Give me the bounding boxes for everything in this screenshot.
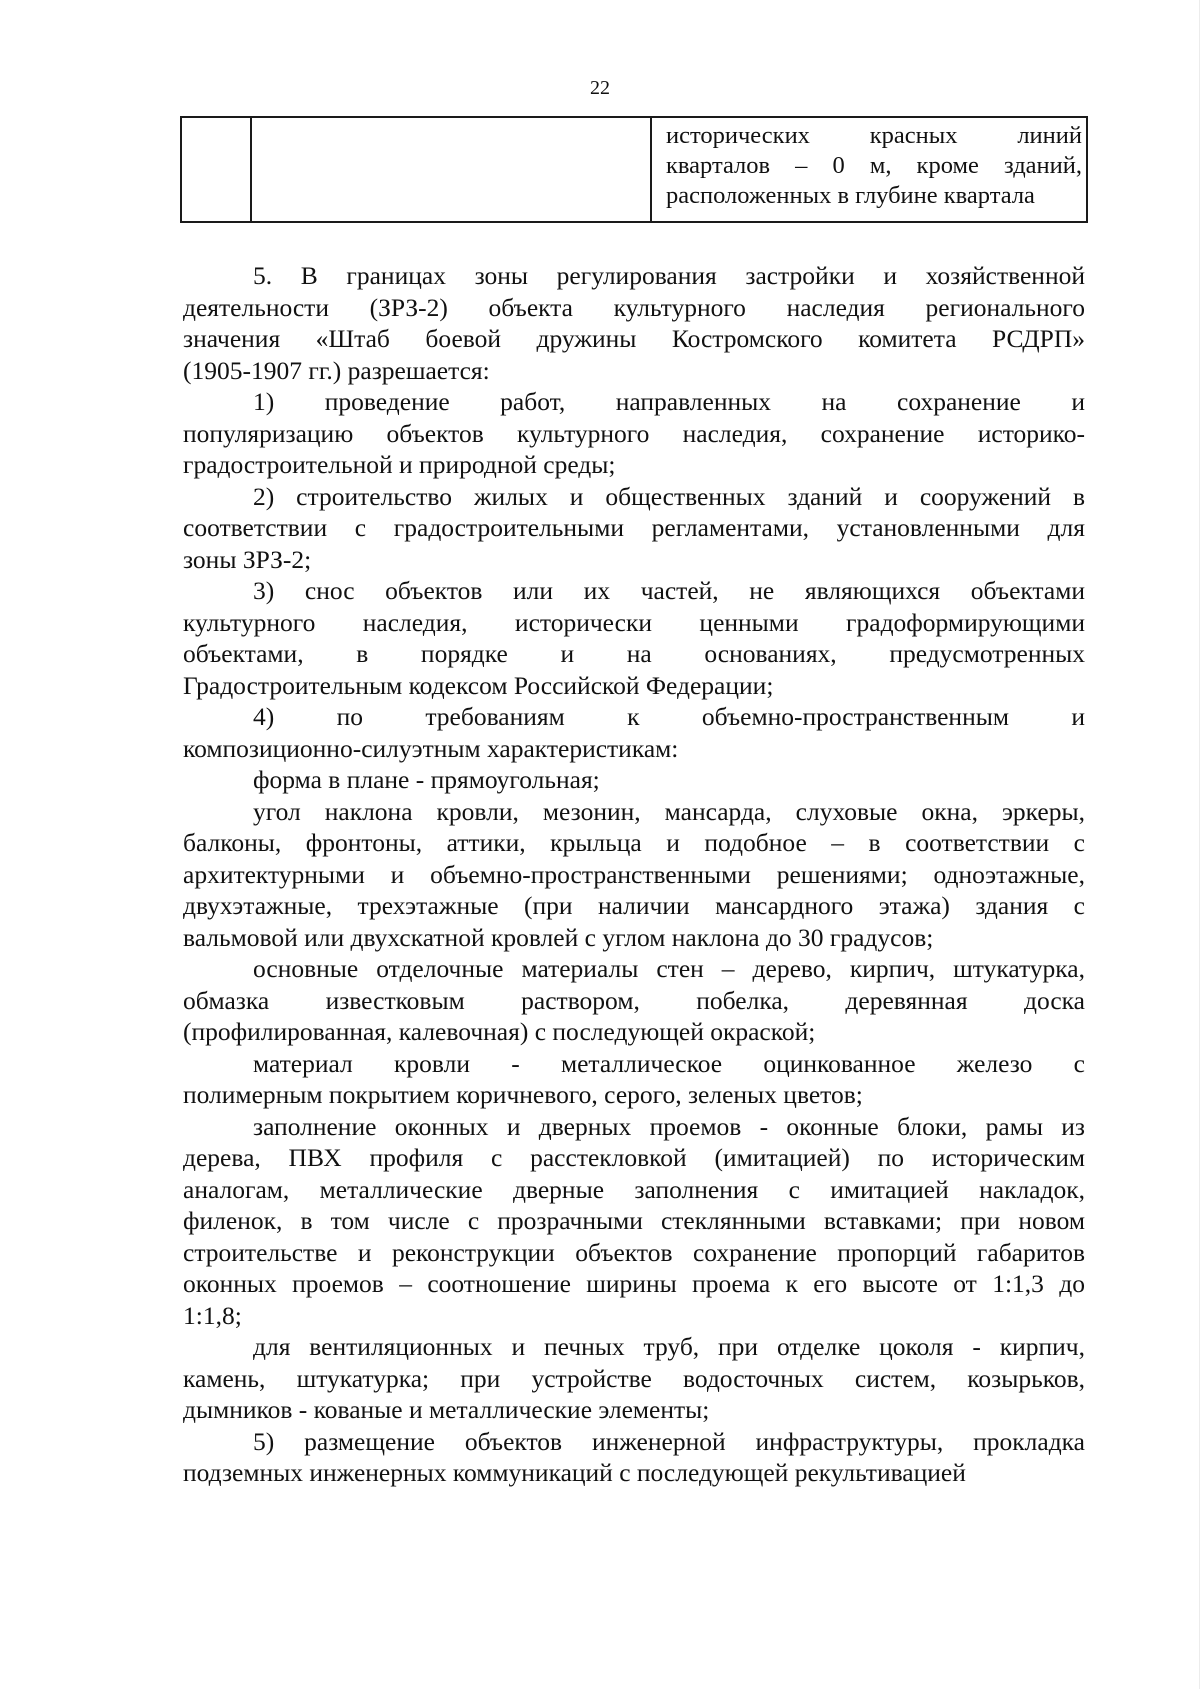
paragraph-line: дерева, ПВХ профиля с расстекловкой (имитацией) по историческим	[183, 1143, 1085, 1172]
paragraph-line: популяризацию объектов культурного наследия, сохранение историко-	[183, 418, 1085, 448]
paragraph-line: филенок, в том числе с прозрачными стеклянными вставками; при новом	[183, 1206, 1085, 1235]
table-cell-requirements	[651, 117, 1087, 222]
paragraph-line: угол наклона кровли, мезонин, мансарда, слуховые окна, эркеры,	[253, 796, 1085, 826]
paragraph	[183, 1331, 1085, 1426]
paragraph-line: аналогам, металлические дверные заполнения с имитацией накладок,	[183, 1174, 1085, 1204]
paragraph-line: основные отделочные материалы стен – дерево, кирпич, штукатурка,	[253, 954, 1085, 983]
paragraph-line: вальмовой или двухскатной кровлей с углом наклона до 30 градусов;	[183, 922, 934, 952]
table-row	[181, 117, 1087, 222]
body-text	[183, 260, 1085, 1489]
paragraph-line: форма в плане - прямоугольная;	[253, 765, 600, 794]
paragraph	[183, 1048, 1085, 1111]
paragraph-line: для вентиляционных и печных труб, при отделке цоколя - кирпич,	[253, 1332, 1085, 1361]
paragraph	[183, 386, 1085, 481]
paragraph-line: культурного наследия, исторически ценными градоформирующими	[183, 607, 1085, 637]
table-cell-line: исторических красных линий	[666, 122, 1082, 149]
paragraph-line: 2) строительство жилых и общественных зданий и сооружений в	[253, 481, 1085, 511]
table-cell-name	[251, 117, 651, 222]
paragraph-line: двухэтажные, трехэтажные (при наличии мансардного этажа) здания с	[183, 891, 1085, 920]
paragraph-line: 1:1,8;	[183, 1300, 242, 1330]
paragraph	[183, 701, 1085, 764]
paragraph-line: подземных инженерных коммуникаций с последующей рекультивацией	[183, 1458, 966, 1487]
paragraph-line: композиционно-силуэтным характеристикам:	[183, 733, 679, 763]
paragraph-line: 1) проведение работ, направленных на сохранение и	[253, 387, 1085, 416]
paragraph	[183, 796, 1085, 954]
paragraph	[183, 764, 1085, 796]
paragraph-line: полимерным покрытием коричневого, серого, зеленых цветов;	[183, 1080, 863, 1109]
paragraph	[183, 1111, 1085, 1332]
page-number: 22	[590, 77, 610, 99]
paragraph-line: градостроительной и природной среды;	[183, 450, 616, 479]
paragraph	[183, 575, 1085, 701]
table-cell-line: расположенных в глубине квартала	[666, 182, 1035, 209]
paragraph-line: строительстве и реконструкции объектов сохранение пропорций габаритов	[183, 1237, 1085, 1267]
paragraph-line: камень, штукатурка; при устройстве водосточных систем, козырьков,	[183, 1363, 1085, 1393]
paragraph-line: дымников - кованые и металлические элементы;	[183, 1395, 710, 1424]
paragraph-line: архитектурными и объемно-пространственными решениями; одноэтажные,	[183, 859, 1085, 889]
paragraph-line: Градостроительным кодексом Российской Федерации;	[183, 670, 774, 700]
table-cell-number	[181, 117, 251, 222]
paragraph-line: соответствии с градостроительными регламентами, установленными для	[183, 513, 1085, 542]
paragraph-line: оконных проемов – соотношение ширины проема к его высоте от 1:1,3 до	[183, 1269, 1085, 1298]
paragraph	[183, 953, 1085, 1048]
continuation-table	[180, 116, 1088, 223]
paragraph-line: 5) размещение объектов инженерной инфраструктуры, прокладка	[253, 1426, 1085, 1456]
paragraph-line: 5. В границах зоны регулирования застройки и хозяйственной	[253, 261, 1085, 290]
paragraph-line: деятельности (ЗРЗ-2) объекта культурного наследия регионального	[183, 292, 1085, 322]
paragraph	[183, 481, 1085, 576]
paragraph-line: (профилированная, калевочная) с последующей окраской;	[183, 1017, 816, 1046]
paragraph-line: зоны ЗРЗ-2;	[183, 544, 312, 574]
paragraph-line: объектами, в порядке и на основаниях, предусмотренных	[183, 639, 1085, 668]
paragraph-line: 4) по требованиям к объемно-пространственным и	[253, 702, 1085, 731]
paragraph	[183, 260, 1085, 386]
paragraph-line: 3) снос объектов или их частей, не являющихся объектами	[253, 576, 1085, 605]
paragraph-line: (1905-1907 гг.) разрешается:	[183, 355, 490, 385]
paragraph-line: заполнение оконных и дверных проемов - оконные блоки, рамы из	[253, 1111, 1085, 1141]
paragraph	[183, 1426, 1085, 1489]
paragraph-line: обмазка известковым раствором, побелка, деревянная доска	[183, 985, 1085, 1015]
paragraph-line: значения «Штаб боевой дружины Костромского комитета РСДРП»	[183, 324, 1085, 353]
paragraph-line: балконы, фронтоны, аттики, крыльца и подобное – в соответствии с	[183, 828, 1085, 857]
table-cell-line: кварталов – 0 м, кроме зданий,	[666, 152, 1082, 179]
paragraph-line: материал кровли - металлическое оцинкованное железо с	[253, 1048, 1085, 1078]
